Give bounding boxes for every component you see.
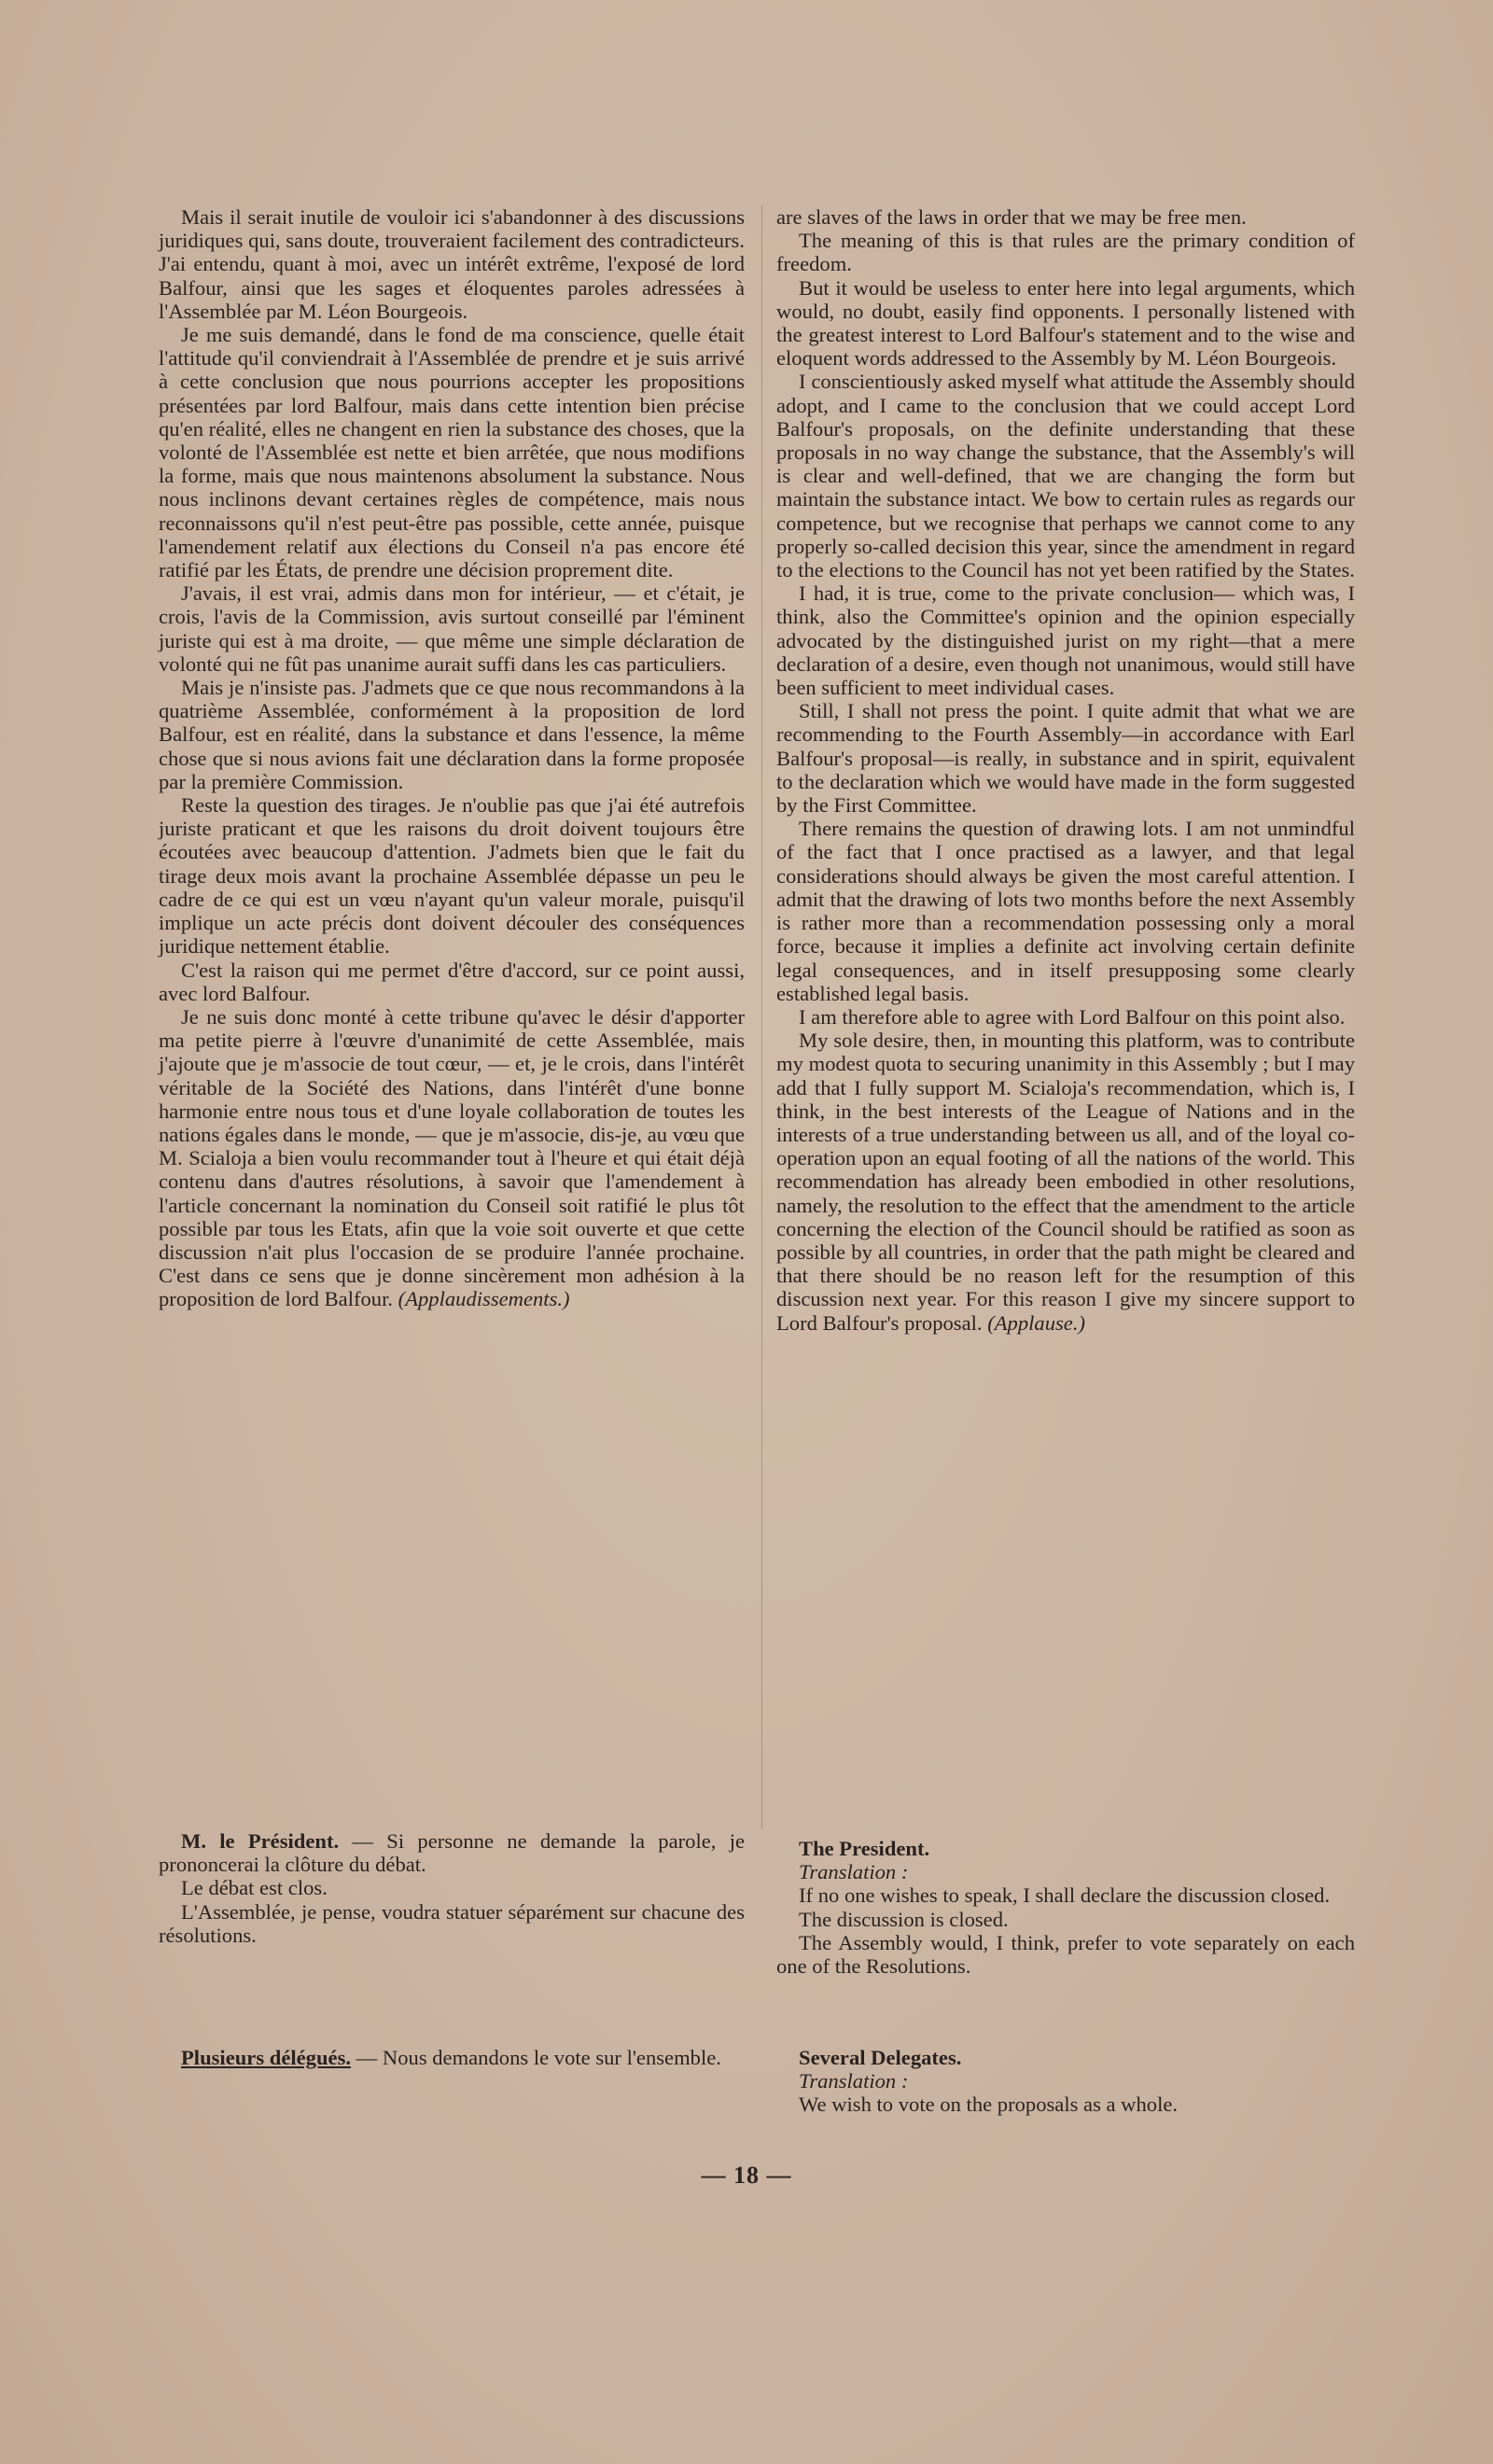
statement-text: — Nous demandons le vote sur l'ensemble.: [351, 2046, 721, 2069]
paragraph: Mais je n'insiste pas. J'admets que ce que nous recommandons à la quatrième Assemblée, conformément à la proposition de lord Balfour, est en réalité, dans la substance et dans l'essence, la même chose que si nous avions fait une déclaration dans la forme proposée par la première Commission.: [159, 676, 745, 793]
president-statement-fr: [159, 1829, 745, 1947]
paragraph: Reste la question des tirages. Je n'oublie pas que j'ai été autrefois juriste praticant et que les raisons du droit doivent toujours être écoutées avec beaucoup d'attention. J'admets bien que le fait du tirage deux mois avant la prochaine Assemblée dépasse un peu le cadre de ce qui est un vœu n'ayant qu'un valeur morale, puisqu'il implique un acte précis dont doivent découler des conséquences juridique nettement établie.: [159, 793, 745, 959]
paragraph: C'est la raison qui me permet d'être d'accord, sur ce point aussi, avec lord Balfour.: [159, 958, 745, 1005]
president-statement-en: [776, 1837, 1355, 1978]
statement-line: The Assembly would, I think, prefer to vote separately on each one of the Resolutions.: [776, 1930, 1355, 1979]
column-divider: [761, 205, 762, 1829]
paragraph-text: My sole desire, then, in mounting this platform, was to contribute my modest quota to securing unanimity in this Assembly ; but I may add that I fully support M. Scialoja's recommendation, which is, I think, in the best interests of the League of Nations and in the interests of a true understanding between us all, and of the loyal co-operation upon an equal footing of all the nations of the world. This recommendation has already been embodied in other resolutions, namely, the resolution to the effect that the amendment to the article concerning the election of the Council should be ratified as soon as possible by all countries, in order that the path might be cleared and that there should be no reason left for the resumption of this discussion next year. For this reason I give my sincere support to Lord Balfour's proposal.: [776, 1029, 1355, 1335]
paragraph-text: Je ne suis donc monté à cette tribune qu'avec le désir d'apporter ma petite pierre à l'œuvre d'unanimité de cette Assemblée, mais j'ajoute que je m'associe de tout cœur, — et, je le crois, dans l'intérêt véritable de la Société des Nations, dans l'intérêt d'une bonne harmonie entre nous tous et d'une loyale collaboration de toutes les nations égales dans le monde, — que je m'associe, dis-je, au vœu que M. Scialoja a bien voulu recommander tout à l'heure et qui était déjà contenu dans d'autres résolutions, à savoir que l'amendement à l'article concernant la nomination du Conseil soit ratifié le plus tôt possible par tous les Etats, afin que la voie soit ouverte et que cette discussion n'ait plus l'occasion de se produire l'année prochaine. C'est dans ce sens que je donne sincèrement mon adhésion à la proposition de lord Balfour.: [159, 1004, 745, 1311]
statement-line: L'Assemblée, je pense, voudra statuer séparément sur chacune des résolutions.: [159, 1899, 745, 1947]
french-column: [159, 205, 745, 1311]
speaker-name: Plusieurs délégués.: [181, 2046, 352, 2069]
paragraph: But it would be useless to enter here into legal arguments, which would, no doubt, easily find opponents. I personally listened with the greatest interest to Lord Balfour's statement and to the wise and eloquent words addressed to the Assembly by M. Léon Bourgeois.: [776, 275, 1355, 371]
applause-note: (Applaudissements.): [398, 1287, 570, 1311]
paragraph: Mais il serait inutile de vouloir ici s'abandonner à des discussions juridiques qui, sans doute, trouveraient facilement des contradicteurs. J'ai entendu, quant à moi, avec un intérêt extrême, l'exposé de lord Balfour, ainsi que les sages et éloquentes paroles adressées à l'Assemblée par M. Léon Bourgeois.: [159, 205, 745, 323]
paragraph: J'avais, il est vrai, admis dans mon for intérieur, — et c'était, je crois, l'avis de la Commission, avis surtout conseillé par l'éminent juriste qui est à ma droite, — que même une simple déclaration de volonté qui ne fût pas unanime aurait suffi dans les cas particuliers.: [159, 581, 745, 676]
translation-label: Translation :: [799, 1860, 909, 1884]
paragraph: [776, 1029, 1355, 1335]
statement-line: The discussion is closed.: [799, 1907, 1009, 1931]
statement-line: If no one wishes to speak, I shall declare the discussion closed.: [799, 1883, 1331, 1908]
statement-line: We wish to vote on the proposals as a whole.: [799, 2093, 1179, 2117]
speaker-name: Several Delegates.: [799, 2046, 962, 2069]
paragraph: Je me suis demandé, dans le fond de ma conscience, quelle était l'attitude qu'il conviendrait à l'Assemblée de prendre et je suis arrivé à cette conclusion que nous pourrions accepter les propositions présentées par lord Balfour, mais dans cette intention bien précise qu'en réalité, elles ne changent en rien la substance des choses, que la volonté de l'Assemblée est nette et bien arrêtée, que nous modifions la forme, mais que nous maintenons absolument la substance. Nous nous inclinons devant certaines règles de compétence, mais nous reconnaissons qu'il n'est peut-être pas possible, cette année, puisque l'amendement relatif aux élections du Conseil n'a pas encore été ratifié par les États, de prendre une décision proprement dite.: [159, 323, 745, 582]
page-number: — 18 —: [701, 2162, 792, 2189]
english-column: [776, 205, 1355, 1335]
paragraph: [159, 1005, 745, 1311]
applause-note: (Applause.): [987, 1310, 1086, 1335]
speaker-name: M. le Président.: [181, 1829, 340, 1853]
paragraph: The meaning of this is that rules are the primary condition of freedom.: [776, 229, 1355, 276]
translation-label: Translation :: [799, 2069, 909, 2093]
statement-text: — Si personne ne demande la parole, je prononcerai la clôture du débat.: [159, 1829, 745, 1877]
speaker-name: The President.: [799, 1837, 930, 1860]
paragraph: I am therefore able to agree with Lord Balfour on this point also.: [799, 1004, 1346, 1029]
paragraph: I conscientiously asked myself what attitude the Assembly should adopt, and I came to the conclusion that we could accept Lord Balfour's proposals, on the definite understanding that these proposals in no way change the substance, that the Assembly's will is clear and well-defined, that we are changing the form but maintain the substance intact. We bow to certain rules as regards our competence, but we recognise that perhaps we cannot come to any properly so-called decision this year, since the amendment in regard to the elections to the Council has not yet been ratified by the States.: [776, 370, 1355, 582]
delegates-statement-en: [776, 2046, 1355, 2117]
paragraph: I had, it is true, come to the private conclusion— which was, I think, also the Committee's opinion and the opinion especially advocated by the distinguished jurist on my right—that a mere declaration of a desire, even though not unanimous, would still have been sufficient to meet individual cases.: [776, 581, 1355, 700]
paragraph: Still, I shall not press the point. I quite admit that what we are recommending to the Fourth Assembly—in accordance with Earl Balfour's proposal—is really, in substance and in spirit, equivalent to the declaration which we would have made in the form suggested by the First Committee.: [776, 699, 1355, 818]
statement-line: Le débat est clos.: [181, 1876, 328, 1900]
delegates-statement-fr: [159, 2046, 745, 2069]
paragraph: There remains the question of drawing lots. I am not unmindful of the fact that I once practised as a lawyer, and that legal considerations should always be given the most careful attention. I admit that the drawing of lots two months before the next Assembly is rather more than a recommendation possessing only a moral force, because it implies a definite act involving certain definite legal consequences, and in itself presupposing some clearly established legal basis.: [776, 817, 1355, 1005]
paragraph: are slaves of the laws in order that we may be free men.: [776, 205, 1247, 229]
